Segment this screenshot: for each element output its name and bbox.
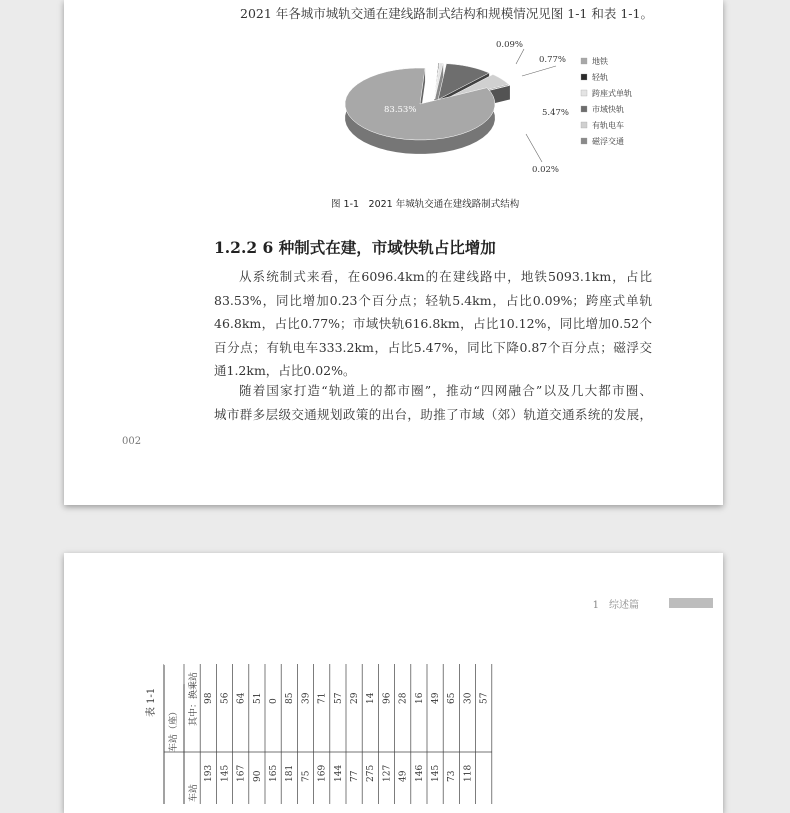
table-cell: 145 (220, 765, 230, 782)
intro-text: 2021 年各城市城轨交通在建线路制式结构和规模情况见图 1-1 和表 1-1。 (240, 4, 653, 22)
leader-line (516, 49, 524, 64)
table-cell: 127 (382, 765, 392, 782)
legend-label: 有轨电车 (592, 120, 624, 130)
table-cell: 49 (399, 770, 409, 782)
table-cell: 65 (447, 692, 457, 704)
table-cell: 56 (220, 692, 230, 704)
table-cell: 275 (366, 765, 376, 782)
table-cell: 96 (382, 692, 392, 704)
table-cell: 193 (204, 765, 214, 782)
pie-data-label: 0.02% (532, 165, 559, 175)
chapter-bar (669, 598, 713, 608)
legend-swatch (581, 106, 587, 112)
legend-swatch (581, 74, 587, 80)
table-cell: 169 (318, 765, 328, 782)
table-cell: 77 (350, 770, 360, 782)
table-cell: 167 (237, 765, 247, 782)
pie-data-label: 10.12% (532, 83, 564, 93)
table-cell: 98 (204, 692, 214, 704)
table-cell: 75 (301, 770, 311, 782)
paragraph-1 (214, 265, 652, 383)
table-cell: 39 (301, 692, 311, 704)
legend-label: 市域快轨 (592, 104, 624, 114)
paragraph-line: 随着国家打造“轨道上的都市圈”，推动“四网融合”以及几大都市圈、 (214, 379, 652, 403)
legend-label: 轻轨 (592, 72, 608, 82)
page-lower (64, 553, 723, 813)
figure-caption: 图 1-1 2021 年城轨交通在建线路制式结构 (331, 196, 519, 210)
col-transfer-header: 其中：换乘站 (187, 672, 199, 726)
paragraph-2 (214, 379, 652, 426)
pie-data-label: 0.77% (539, 55, 566, 65)
table-cell: 28 (399, 692, 409, 704)
station-table (164, 664, 644, 804)
paragraph-line: 46.8km，占比0.77%；市域快轨616.8km，占比10.12%，同比增加0.52个 (214, 312, 652, 336)
paragraph-line: 百分点；有轨电车333.2km，占比5.47%，同比下降0.87个百分点；磁浮交 (214, 336, 652, 360)
table-cell: 90 (253, 770, 263, 782)
table-cell: 181 (285, 765, 295, 782)
table-cell: 49 (431, 692, 441, 704)
paragraph-line: 从系统制式来看，在6096.4km的在建线路中，地铁5093.1km，占比 (214, 265, 652, 289)
table-cell: 29 (350, 692, 360, 704)
table-title (142, 687, 162, 737)
chapter-header: 1 综述篇 (593, 596, 639, 611)
station-header: 车站（座） (167, 707, 179, 752)
pie-data-label: 5.47% (542, 108, 569, 118)
table-title-text: 表 1-1 (142, 688, 157, 717)
table-cell: 30 (463, 692, 473, 704)
leader-line (522, 66, 556, 76)
legend-label: 跨座式单轨 (592, 88, 632, 98)
table-cell: 146 (415, 765, 425, 782)
table-cell: 14 (366, 692, 376, 704)
col-station-header: 车站 (187, 784, 199, 802)
pie-data-label: 83.53% (384, 105, 416, 115)
table-cell: 0 (269, 698, 279, 704)
table-cell: 145 (431, 765, 441, 782)
legend-label: 地铁 (592, 56, 608, 66)
table-cell: 64 (237, 692, 247, 704)
table-cell: 118 (463, 765, 473, 782)
table-cell: 16 (415, 692, 425, 704)
pie-data-label: 0.09% (496, 40, 523, 50)
table-cell: 73 (447, 770, 457, 782)
table-cell: 71 (318, 693, 328, 704)
legend-label: 磁浮交通 (592, 136, 624, 146)
legend-swatch (581, 90, 587, 96)
table-line (164, 664, 184, 684)
table-cell: 85 (285, 692, 295, 704)
legend-swatch (581, 122, 587, 128)
table-cell: 57 (480, 692, 490, 704)
legend-swatch (581, 58, 587, 64)
page-upper (64, 0, 723, 505)
table-cell: 57 (334, 692, 344, 704)
table-cell: 165 (269, 765, 279, 782)
pie-chart-svg (284, 34, 614, 194)
leader-line (526, 134, 542, 162)
page-number: 002 (122, 436, 141, 447)
pie-chart (284, 34, 614, 194)
paragraph-line: 通1.2km，占比0.02%。 (214, 359, 652, 383)
table-cell: 144 (334, 765, 344, 782)
table-cell: 51 (253, 693, 263, 704)
paragraph-line: 城市群多层级交通规划政策的出台，助推了市域（郊）轨道交通系统的发展， (214, 403, 652, 427)
section-heading: 1.2.2 6 种制式在建，市域快轨占比增加 (214, 236, 496, 258)
paragraph-line: 83.53%，同比增加0.23个百分点；轻轨5.4km，占比0.09%；跨座式单轨 (214, 289, 652, 313)
legend-swatch (581, 138, 587, 144)
